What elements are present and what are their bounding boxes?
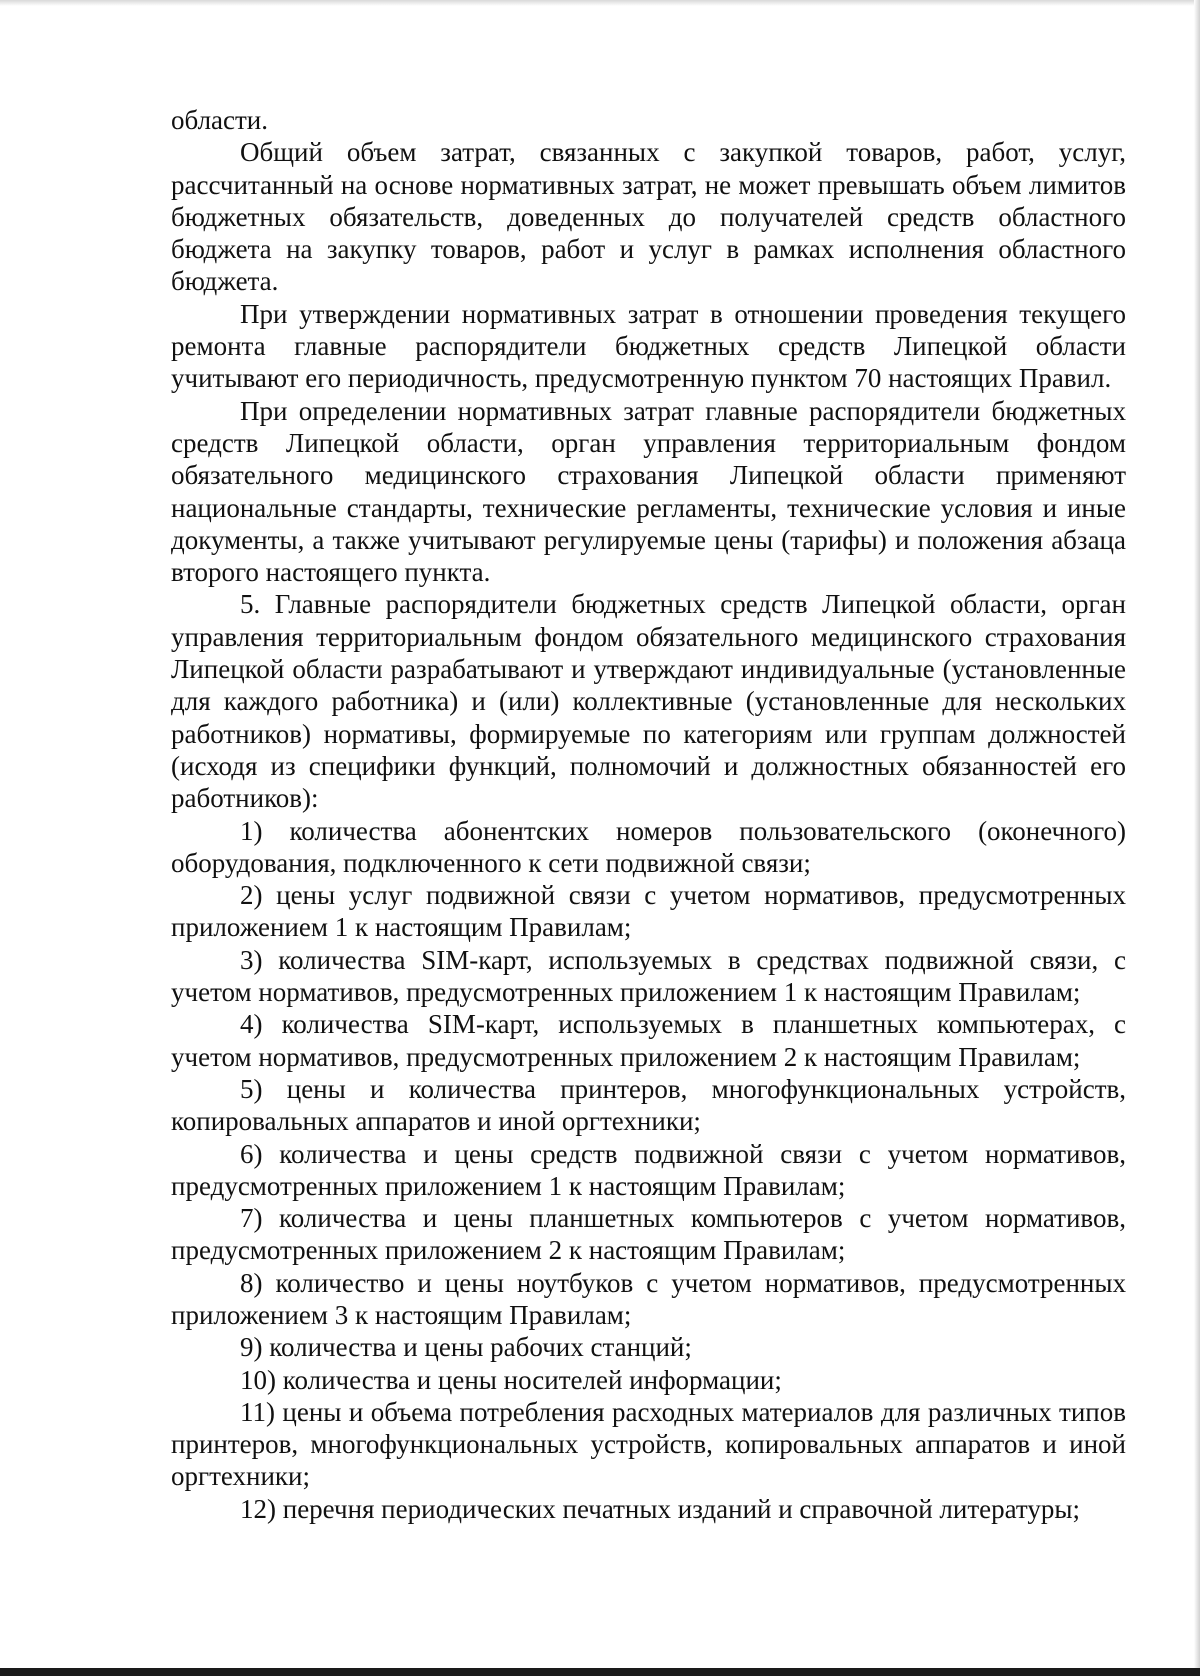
- list-item-12: 12) перечня периодических печатных изданий и справочной литературы;: [240, 1493, 1081, 1524]
- document-body: [171, 104, 1126, 1525]
- list-item-9: 9) количества и цены рабочих станций;: [240, 1332, 692, 1363]
- list-item-4: 4) количества SIM-карт, используемых в планшетных компьютерах, с учетом нормативов, предусмотренных приложением 2 к настоящим Правилам;: [171, 1009, 1126, 1072]
- paragraph-continuation: области.: [171, 105, 269, 135]
- scan-edge-right: [1194, 0, 1200, 1676]
- list-item-2: 2) цены услуг подвижной связи с учетом нормативов, предусмотренных приложением 1 к настоящим Правилам;: [171, 880, 1126, 943]
- list-item-10: 10) количества и цены носителей информации;: [240, 1364, 782, 1395]
- list-item-3: 3) количества SIM-карт, используемых в средствах подвижной связи, с учетом нормативов, предусмотренных приложением 1 к настоящим Правилам;: [171, 944, 1126, 1008]
- paragraph-standards: При определении нормативных затрат главные распорядители бюджетных средств Липецкой области, орган управления территориальным фондом обязательного медицинского страхования Липецкой области применяют национальные стандарты, технические регламенты, технические условия и иные документы, а также учитывают регулируемые цены (тарифы) и положения абзаца второго настоящего пункта.: [171, 395, 1126, 588]
- list-item-6: 6) количества и цены средств подвижной связи с учетом нормативов, предусмотренных приложением 1 к настоящим Правилам;: [171, 1138, 1126, 1201]
- list-item-7: 7) количества и цены планшетных компьютеров с учетом нормативов, предусмотренных приложением 2 к настоящим Правилам;: [171, 1203, 1126, 1266]
- scan-edge-top: [0, 0, 1200, 6]
- scan-edge-bottom: [0, 1668, 1200, 1676]
- paragraph-repair-costs: При утверждении нормативных затрат в отношении проведения текущего ремонта главные распорядители бюджетных средств Липецкой области учитывают его периодичность, предусмотренную пунктом 70 настоящих Правил.: [171, 298, 1126, 394]
- list-item-1: 1) количества абонентских номеров пользовательского (оконечного) оборудования, подключенного к сети подвижной связи;: [171, 815, 1126, 878]
- list-item-11: 11) цены и объема потребления расходных материалов для различных типов принтеров, многофункциональных устройств, копировальных аппаратов и иной оргтехники;: [171, 1396, 1126, 1492]
- paragraph-item-5: 5. Главные распорядители бюджетных средств Липецкой области, орган управления территориальным фондом обязательного медицинского страхования Липецкой области разрабатывают и утверждают индивидуальные (установленные для каждого работника) и (или) коллективные (установленные для нескольких работников) нормативы, формируемые по категориям или группам должностей (исходя из специфики функций, полномочий и должностных обязанностей его работников):: [171, 589, 1126, 814]
- list-item-8: 8) количество и цены ноутбуков с учетом нормативов, предусмотренных приложением 3 к настоящим Правилам;: [171, 1267, 1126, 1330]
- paragraph-total-costs: Общий объем затрат, связанных с закупкой товаров, работ, услуг, рассчитанный на основе нормативных затрат, не может превышать объем лимитов бюджетных обязательств, доведенных до получателей средств областного бюджета на закупку товаров, работ и услуг в рамках исполнения областного бюджета.: [171, 137, 1126, 297]
- list-item-5: 5) цены и количества принтеров, многофункциональных устройств, копировальных аппаратов и иной оргтехники;: [171, 1073, 1126, 1137]
